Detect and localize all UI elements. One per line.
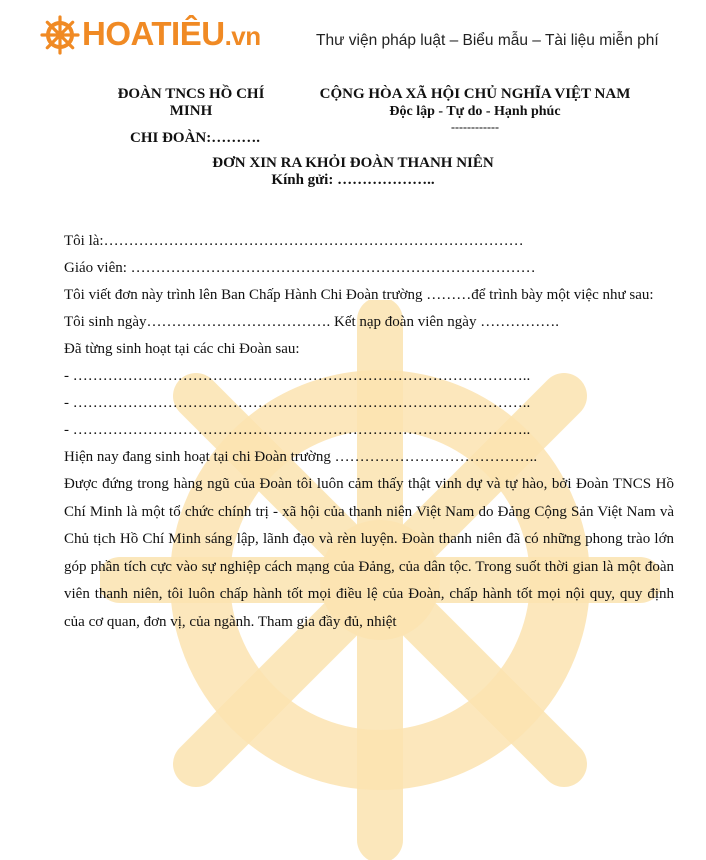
logo-tld: .vn — [224, 21, 261, 51]
nation-name: CỘNG HÒA XÃ HỘI CHỦ NGHĨA VIỆT NAM — [319, 86, 631, 102]
purpose-line: Tôi viết đơn này trình lên Ban Chấp Hành Chi Đoàn trường ………để trình bày một việc như sau: — [64, 287, 654, 303]
birth-line: Tôi sinh ngày………………………………. Kết nạp đoàn viên ngày ……………. — [64, 314, 559, 330]
national-motto: Độc lập - Tự do - Hạnh phúc — [389, 104, 561, 119]
branch-name: CHI ĐOÀN:………. — [130, 130, 260, 146]
header-separator: ------------ — [451, 120, 499, 134]
body-paragraph: Được đứng trong hàng ngũ của Đoàn tôi luôn cảm thấy thật vinh dự và tự hào, bởi Đoàn TNCS Hồ Chí Minh là một tổ chức chính trị - xã hội của thanh niên Việt Nam do Đảng Cộng Sản Việt Nam và Chủ tịch Hồ Chí Minh sáng lập, lãnh đạo và rèn luyện. Đoàn thanh niên đã có những phong trào lớn góp phần tích cực vào sự nghiệp cách mạng của Đảng, của dân tộc. Trong suốt thời gian là một đoàn viên thanh niên, tôi luôn chấp hành tốt mọi điều lệ của Đoàn, chấp hành tốt mọi nội quy, quy định của cơ quan, đơn vị, của ngành. Tham gia đầy đủ, nhiệt — [64, 476, 674, 630]
name-line: Tôi là:………………………………………………………………………… — [64, 233, 524, 249]
logo-text: HOATIÊU — [82, 15, 225, 52]
organization-block — [106, 86, 276, 147]
document-title-block — [0, 155, 706, 189]
document-body — [64, 228, 674, 637]
organization-name: ĐOÀN TNCS HỒ CHÍ MINH — [117, 86, 265, 119]
recipient-line: Kính gửi: ……………….. — [271, 172, 435, 188]
history-heading: Đã từng sinh hoạt tại các chi Đoàn sau: — [64, 341, 300, 357]
national-header — [300, 86, 650, 134]
current-branch-line: Hiện nay đang sinh hoạt tại chi Đoàn trường ………………………………….. — [64, 449, 538, 465]
site-tagline: Thư viện pháp luật – Biểu mẫu – Tài liệu miễn phí — [316, 32, 659, 49]
document-title: ĐƠN XIN RA KHỎI ĐOÀN THANH NIÊN — [212, 155, 494, 171]
teacher-line: Giáo viên: ……………………………………………………………………… — [64, 260, 536, 276]
history-item: - ……………………………………………………………………………….. — [64, 422, 531, 438]
history-item: - ……………………………………………………………………………….. — [64, 395, 531, 411]
history-item: - ……………………………………………………………………………….. — [64, 368, 531, 384]
